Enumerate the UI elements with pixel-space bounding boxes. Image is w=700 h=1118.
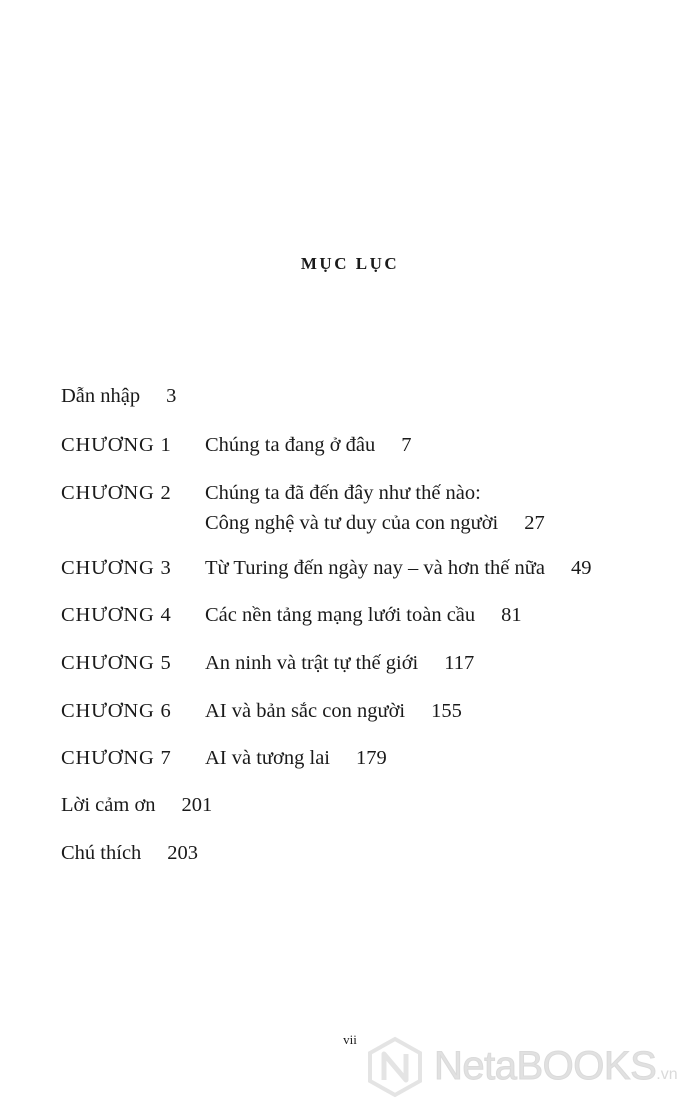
entry-page-number: 155: [431, 700, 462, 722]
toc-entry-introduction: [61, 381, 176, 411]
entry-page-number: 49: [570, 557, 592, 579]
toc-entry-acknowledgements: [61, 790, 212, 820]
chapter-label: CHƯƠNG 5: [61, 652, 172, 674]
chapter-title: Chúng ta đang ở đâu: [205, 434, 376, 456]
entry-page-number: 203: [167, 842, 199, 864]
chapter-label: CHƯƠNG 3: [61, 557, 172, 579]
chapter-title-line-2: Công nghệ và tư duy của con người: [205, 512, 499, 534]
entry-title: Dẫn nhập: [61, 385, 141, 407]
toc-entry-notes: [61, 838, 198, 868]
entry-page-number: 117: [444, 652, 475, 674]
chapter-label: CHƯƠNG 2: [61, 482, 172, 504]
chapter-title-line-1: Chúng ta đã đến đây như thế nào:: [205, 482, 481, 504]
chapter-label: CHƯƠNG 6: [61, 700, 172, 722]
entry-page-number: 7: [401, 434, 412, 456]
chapter-label: CHƯƠNG 7: [61, 747, 172, 769]
chapter-label: CHƯƠNG 1: [61, 434, 172, 456]
chapter-label: CHƯƠNG 4: [61, 604, 172, 626]
chapter-title: AI và bản sắc con người: [205, 700, 406, 722]
page-folio: vii: [343, 1032, 357, 1047]
entry-page-number: 179: [356, 747, 387, 769]
watermark-text: NetaBOOKS.vn: [434, 1044, 678, 1088]
chapter-title: Các nền tảng mạng lưới toàn cầu: [205, 604, 476, 626]
entry-page-number: 27: [524, 512, 545, 534]
entry-page-number: 3: [166, 385, 177, 407]
chapter-title: Từ Turing đến ngày nay – và hơn thế nữa: [205, 557, 545, 579]
entry-title: Lời cảm ơn: [61, 794, 156, 816]
chapter-title: An ninh và trật tự thế giới: [205, 652, 419, 674]
entry-title: Chú thích: [61, 842, 142, 864]
chapter-title: AI và tương lai: [205, 747, 330, 769]
toc-heading: MỤC LỤC: [300, 254, 400, 273]
entry-page-number: 81: [501, 604, 522, 626]
entry-page-number: 201: [181, 794, 213, 816]
